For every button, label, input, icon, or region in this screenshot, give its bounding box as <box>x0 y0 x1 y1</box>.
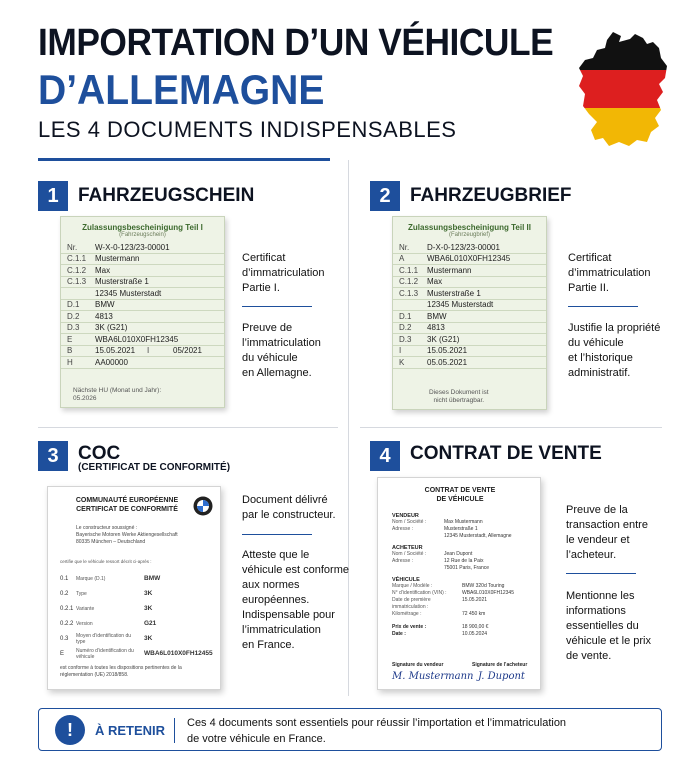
page-title: IMPORTATION D’UN VÉHICULE <box>38 22 554 64</box>
section-title: COC <box>78 443 121 464</box>
field-value: D-X-0-123/23-00001 <box>427 242 500 252</box>
coc-value: 3K <box>144 605 153 612</box>
desc-line: l’acheteur. <box>566 549 617 561</box>
field-key: B <box>67 346 73 356</box>
field-key: E <box>67 334 73 344</box>
desc-line: Partie II. <box>568 282 609 294</box>
coc-value: BMW <box>144 575 161 582</box>
coc-label: Variante <box>76 605 95 612</box>
field-value: Max Mustermann <box>444 519 483 525</box>
bmw-logo-icon <box>193 496 213 516</box>
desc-line: Preuve de <box>242 322 293 334</box>
field-key: C.1.3 <box>399 288 419 298</box>
coc-value: WBA6L010X0FH12455 <box>144 650 213 657</box>
section-description-1 <box>242 251 325 296</box>
desc-line: de vente. <box>566 650 612 662</box>
doc-note-value: 05.2026 <box>73 395 97 402</box>
coc-footer: réglementation (UE) 2018/858. <box>60 672 129 678</box>
date-value: 10.05.2024 <box>462 631 488 637</box>
maker-intro: Le constructeur soussigné : <box>76 525 138 531</box>
field-key: C.1.2 <box>399 277 419 287</box>
field-key: C.1.3 <box>67 277 87 287</box>
takeaway-label: À RETENIR <box>95 723 166 738</box>
field-value: 75001 Paris, France <box>444 565 490 571</box>
desc-line: Document délivré <box>242 494 328 506</box>
section-number: 3 <box>38 441 68 471</box>
field-label: Marque / Modèle : <box>392 583 433 589</box>
field-value: 4813 <box>427 323 445 333</box>
field-key: C.1.1 <box>399 265 419 275</box>
maker-name: Bayerische Motoren Werke Aktiengesellschaft <box>76 532 178 538</box>
page-title-country: D’ALLEMAGNE <box>38 66 325 113</box>
desc-line: aux normes <box>242 579 300 591</box>
field-key: C.1.1 <box>67 254 87 264</box>
field-label <box>392 533 444 540</box>
section-description-1 <box>568 251 651 296</box>
field-value: 15.05.2021 <box>462 597 488 603</box>
coc-code: 0.2.1 <box>60 605 74 612</box>
field-value: 05/2021 <box>173 346 202 356</box>
field-label: Nom / Société : <box>392 551 427 557</box>
coc-code: 0.2 <box>60 590 69 597</box>
field-value: 72 450 km <box>462 611 486 617</box>
field-label: Nom / Société : <box>392 519 427 525</box>
field-key: I <box>147 346 150 356</box>
page-subtitle: LES 4 DOCUMENTS INDISPENSABLES <box>38 117 457 142</box>
field-value: Max <box>95 265 111 275</box>
section-description-2 <box>242 548 349 653</box>
vehicule-heading: VÉHICULE <box>392 577 420 583</box>
coc-code: 0.3 <box>60 635 69 642</box>
field-value: 4813 <box>95 311 113 321</box>
field-key: D.3 <box>67 323 80 333</box>
desc-line: véhicule et le prix <box>566 635 651 647</box>
section-subtitle: (CERTIFICAT DE CONFORMITÉ) <box>78 462 231 473</box>
field-value: 12345 Musterstadt <box>95 288 162 298</box>
field-key: D.1 <box>67 300 80 310</box>
coc-value: 3K <box>144 635 153 642</box>
maker-address: 80335 München – Deutschland <box>76 539 146 545</box>
key-takeaway-box <box>38 708 662 751</box>
section-description-2 <box>242 321 321 381</box>
field-value: Max <box>427 277 443 287</box>
takeaway-separator <box>174 718 175 743</box>
coc-code: 0.1 <box>60 575 69 582</box>
desc-divider <box>568 306 638 307</box>
field-label: Adresse : <box>392 558 414 564</box>
section-title: CONTRAT DE VENTE <box>410 443 602 464</box>
desc-line: Certificat <box>242 252 286 264</box>
field-value: WBA6L010X0FH12345 <box>462 590 514 596</box>
doc-note: Nächste HU (Monat und Jahr): <box>73 387 162 394</box>
desc-line: d’immatriculation <box>568 267 651 279</box>
field-value: BMW <box>95 300 115 310</box>
doc-title: CERTIFICAT DE CONFORMITÉ <box>76 506 178 513</box>
date-label: Date : <box>392 631 406 637</box>
fahrzeugbrief-document <box>392 216 547 410</box>
vendeur-heading: VENDEUR <box>392 513 419 519</box>
field-key: H <box>67 357 73 367</box>
field-key: I <box>399 346 402 356</box>
field-value: AA00000 <box>95 357 128 367</box>
field-value: BMW 320d Touring <box>462 583 505 589</box>
field-value: Musterstraße 1 <box>95 277 149 287</box>
desc-line: du véhicule <box>242 352 298 364</box>
certify-text: certifie que le véhicule ressort décrit ci-après : <box>60 559 152 564</box>
field-key: D.1 <box>399 311 412 321</box>
field-value: WBA6L010X0FH12345 <box>427 254 511 264</box>
desc-line: d’immatriculation <box>242 267 325 279</box>
field-label: Kilométrage : <box>392 611 422 617</box>
field-value: Mustermann <box>427 265 472 275</box>
buyer-signature-label: Signature de l’acheteur <box>472 662 528 668</box>
exclamation-icon: ! <box>55 715 85 745</box>
field-value: 3K (G21) <box>427 334 460 344</box>
desc-line: en France. <box>242 639 295 651</box>
desc-line: Atteste que le <box>242 549 310 561</box>
field-value: 12 Rue de la Paix <box>444 558 484 564</box>
field-value: WBA6L010X0FH12345 <box>95 334 179 344</box>
field-label: Date de première immatriculation : <box>392 597 431 610</box>
price-label: Prix de vente : <box>392 624 427 630</box>
takeaway-text <box>187 715 607 747</box>
field-label: N° d’identification (VIN) : <box>392 590 447 596</box>
field-key: D.2 <box>399 323 412 333</box>
coc-code: E <box>60 650 65 657</box>
section-number: 2 <box>370 181 400 211</box>
field-key: K <box>399 357 405 367</box>
section-number: 4 <box>370 441 400 471</box>
doc-subtitle: (Fahrzeugschein) <box>119 232 166 238</box>
doc-title: COMMUNAUTÉ EUROPÉENNE <box>75 497 179 504</box>
field-key: Nr. <box>67 242 78 252</box>
coc-label: Moyen d’identification du type <box>76 632 132 645</box>
seller-signature: M. Mustermann <box>392 671 474 682</box>
field-value: W-X-0-123/23-00001 <box>95 242 170 252</box>
field-value: Jean Dupont <box>444 551 473 557</box>
desc-line: Indispensable pour <box>242 609 335 621</box>
desc-line: Certificat <box>568 252 612 264</box>
field-key: D.3 <box>399 334 412 344</box>
coc-footer: est conforme à toutes les dispositions pertinentes de la <box>60 665 182 671</box>
section-description-2 <box>566 589 651 664</box>
field-label: Adresse : <box>392 526 414 532</box>
coc-value: G21 <box>144 620 157 627</box>
field-value: Musterstraße 1 <box>427 288 481 298</box>
field-value: 12345 Musterstadt, Allemagne <box>444 533 512 539</box>
field-value: BMW <box>427 311 447 321</box>
coc-value: 3K <box>144 590 153 597</box>
desc-line: Partie I. <box>242 282 280 294</box>
doc-title: CONTRAT DE VENTE <box>424 487 496 494</box>
desc-divider <box>242 306 312 307</box>
section-description-1 <box>566 503 648 563</box>
desc-line: véhicule est conforme <box>242 564 349 576</box>
desc-line: informations <box>566 605 626 617</box>
takeaway-line: Ces 4 documents sont essentiels pour réussir l’importation et l’immatriculation <box>187 717 567 729</box>
field-key: Nr. <box>399 242 410 252</box>
grid-divider-right <box>360 427 662 428</box>
desc-line: en Allemagne. <box>242 367 312 379</box>
coc-label: Version <box>76 620 93 627</box>
desc-line: Justifie la propriété <box>568 322 661 334</box>
desc-line: essentielles du <box>566 620 639 632</box>
contrat-de-vente-document <box>377 477 541 690</box>
field-key: D.2 <box>67 311 80 321</box>
coc-label: Numéro d’identification du véhicule <box>76 647 134 660</box>
field-key: A <box>399 254 405 264</box>
section-description-1 <box>242 493 336 523</box>
section-title: FAHRZEUGSCHEIN <box>78 185 255 206</box>
desc-divider <box>566 573 636 574</box>
seller-signature-label: Signature du vendeur <box>392 662 444 668</box>
field-value: 15.05.2021 <box>95 346 136 356</box>
field-key: C.1.2 <box>67 265 87 275</box>
desc-line: administratif. <box>568 367 631 379</box>
section-title: FAHRZEUGBRIEF <box>410 185 572 206</box>
field-label <box>392 565 444 572</box>
desc-line: et l’historique <box>568 352 633 364</box>
desc-line: européennes. <box>242 594 310 606</box>
price-value: 18 900,00 € <box>462 624 489 630</box>
doc-subtitle: (Fahrzeugbrief) <box>448 232 490 238</box>
germany-flag-map <box>575 30 670 148</box>
doc-note-value: nicht übertragbar. <box>433 397 485 404</box>
coc-label: Marque (D.1) <box>76 575 106 582</box>
grid-divider-left <box>38 427 338 428</box>
desc-line: l’immatriculation <box>242 337 321 349</box>
field-value: Mustermann <box>95 254 140 264</box>
doc-title: Zulassungsbescheinigung Teil II <box>408 223 531 232</box>
field-value: 05.05.2021 <box>427 357 468 367</box>
section-description-2 <box>568 321 660 381</box>
desc-line: du véhicule <box>568 337 624 349</box>
title-underline <box>38 158 330 161</box>
desc-divider <box>242 534 312 535</box>
desc-line: Mentionne les <box>566 590 635 602</box>
desc-line: transaction entre <box>566 519 648 531</box>
coc-code: 0.2.2 <box>60 620 74 627</box>
fahrzeugschein-document <box>60 216 225 408</box>
coc-label: Type <box>76 590 87 597</box>
takeaway-line: de votre véhicule en France. <box>187 733 326 745</box>
doc-title: DE VÉHICULE <box>436 496 484 503</box>
acheteur-heading: ACHETEUR <box>392 545 423 551</box>
buyer-signature: J. Dupont <box>478 671 525 682</box>
field-value: 3K (G21) <box>95 323 128 333</box>
doc-title: Zulassungsbescheinigung Teil I <box>82 223 203 232</box>
coc-document <box>47 486 221 690</box>
desc-line: Preuve de la <box>566 504 628 516</box>
field-value: 12345 Musterstadt <box>427 300 494 310</box>
doc-note: Dieses Dokument ist <box>429 389 489 396</box>
desc-line: le vendeur et <box>566 534 630 546</box>
field-value: Musterstraße 1 <box>444 526 478 532</box>
desc-line: l’immatriculation <box>242 624 321 636</box>
desc-line: par le constructeur. <box>242 509 336 521</box>
field-value: 15.05.2021 <box>427 346 468 356</box>
section-number: 1 <box>38 181 68 211</box>
